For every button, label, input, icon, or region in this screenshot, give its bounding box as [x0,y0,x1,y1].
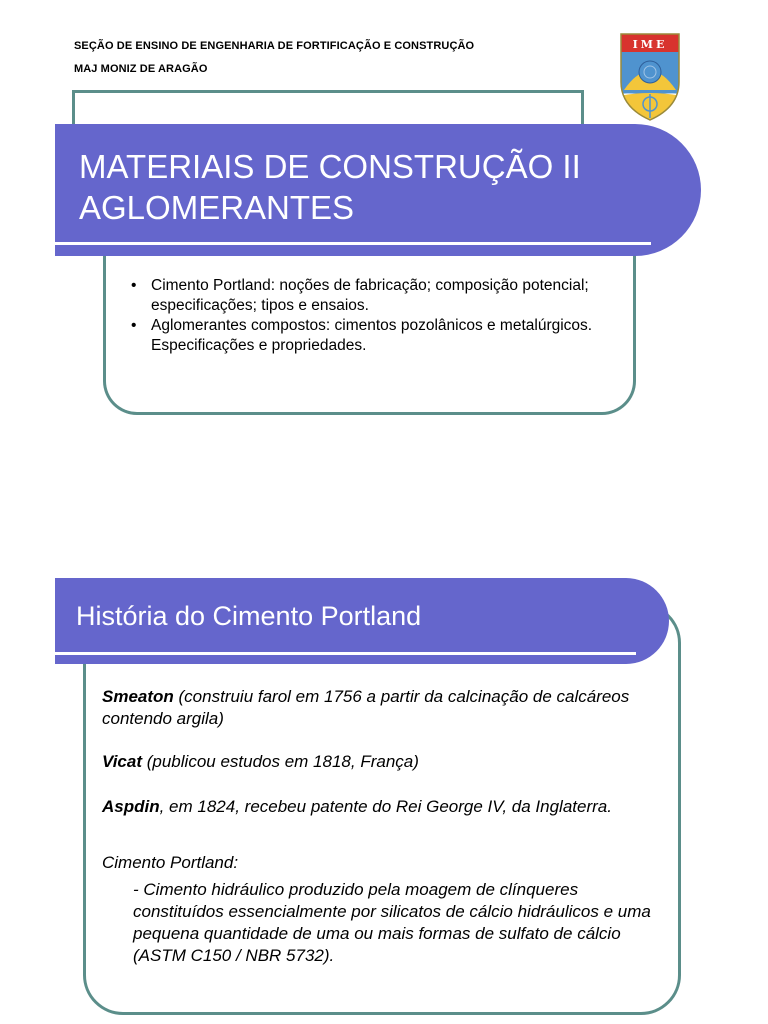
smeaton-text: (construiu farol em 1756 a partir da calcinação de calcáreos contendo argila) [102,687,630,728]
slide2-title: História do Cimento Portland [76,601,422,631]
vicat-name: Vicat [102,752,143,771]
smeaton-name: Smeaton [102,687,174,706]
vicat-text: (publicou estudos em 1818, França) [142,752,419,771]
slide2-title-underline [55,652,636,655]
vicat-paragraph [102,751,642,773]
slide1-title-line1: MATERIAIS DE CONSTRUÇÃO II [79,148,581,185]
aspdin-text: , em 1824, recebeu patente do Rei George IV, da Inglaterra. [159,797,612,816]
slide1-top-frame [72,90,584,124]
slide1-title-line2: AGLOMERANTES [79,189,355,226]
slide1-title-underline [55,242,651,245]
slide1-bullet-list [128,276,628,356]
bullet-item-cimento-portland: • Cimento Portland: noções de fabricação; composição potencial; especificações; tipos e ensaios. [128,276,628,316]
ime-shield-logo [618,32,682,122]
slide2-title-band [55,578,669,664]
aspdin-name: Aspdin [102,797,160,816]
slide1-title [79,146,581,228]
logo-lettering: IME [632,38,668,51]
cimento-portland-label: Cimento Portland: [102,853,239,872]
bullet-item-aglomerantes-compostos: • Aglomerantes compostos: cimentos pozolânicos e metalúrgicos. Especificações e propriedades. [128,316,628,356]
department-header: SEÇÃO DE ENSINO DE ENGENHARIA DE FORTIFICAÇÃO E CONSTRUÇÃO [74,40,475,52]
smeaton-paragraph [102,686,642,730]
cimento-portland-definition: - Cimento hidráulico produzido pela moagem de clínqueres constituídos essencialmente por silicatos de cálcio hidráulicos e uma pequena quantidade de uma ou mais formas de sulfato de cálcio (ASTM C150 / NBR 5732). [133,880,651,965]
slide1-title-band [55,124,701,256]
author-header: MAJ MONIZ DE ARAGÃO [74,63,208,75]
aspdin-paragraph [102,796,662,818]
